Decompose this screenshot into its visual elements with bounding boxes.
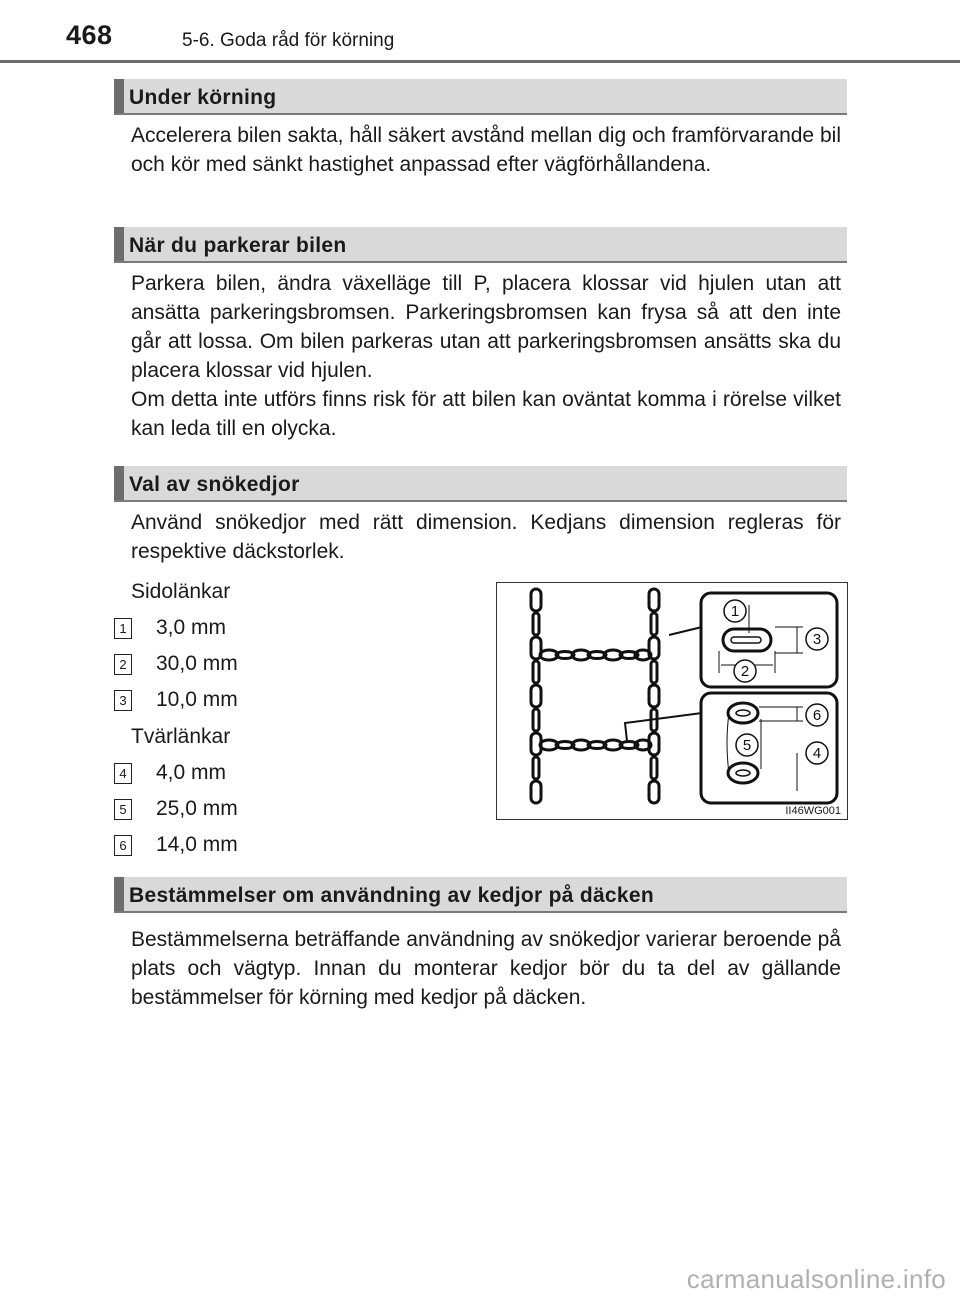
- chain-links-left: [531, 589, 541, 803]
- callout-5: 5: [742, 737, 752, 754]
- pointer-line: [669, 627, 702, 635]
- spec-value: 3,0 mm: [156, 616, 227, 639]
- section-marker: [114, 877, 124, 911]
- section-body-regulations: [131, 925, 841, 1012]
- callout-number: 1: [114, 618, 132, 639]
- callout-number: 4: [114, 763, 132, 784]
- spec-value: 25,0 mm: [156, 797, 238, 820]
- callout-3: 3: [812, 631, 822, 648]
- callout-number: 6: [114, 835, 132, 856]
- top-rule: [0, 60, 960, 63]
- side-links-label: Sidolänkar: [131, 580, 231, 603]
- section-title: Val av snökedjor: [129, 473, 300, 496]
- spec-value: 10,0 mm: [156, 688, 238, 711]
- paragraph: Parkera bilen, ändra växelläge till P, placera klossar vid hjulen utan att ansätta parkeringsbromsen. Parkeringsbromsen kan frysa så att den inte går att lossa. Om bilen parkeras utan att parkeringsbromsen ansätts ska du placera klossar vid hjulen.: [131, 272, 841, 382]
- cross-links-label: Tvärlänkar: [131, 725, 231, 748]
- section-marker: [114, 466, 124, 500]
- spec-value: 14,0 mm: [156, 833, 238, 856]
- spec-value: 4,0 mm: [156, 761, 227, 784]
- callout-number: 3: [114, 690, 132, 711]
- section-title: Under körning: [129, 86, 277, 109]
- callout-number: 5: [114, 799, 132, 820]
- section-body-snow-chains: [131, 508, 841, 566]
- figure-code: II46WG001: [785, 805, 841, 817]
- section-header-regulations: [114, 877, 847, 913]
- callout-1: 1: [730, 603, 740, 620]
- paragraph: Använd snökedjor med rätt dimension. Kedjans dimension regleras för respektive däckstorlek.: [131, 511, 841, 563]
- section-marker: [114, 227, 124, 261]
- callout-6: 6: [812, 707, 822, 724]
- watermark: carmanualsonline.info: [686, 1264, 946, 1294]
- chain-links-right: [649, 589, 659, 803]
- callout-4: 4: [812, 745, 822, 762]
- section-title: När du parkerar bilen: [129, 234, 347, 257]
- section-header-driving: [114, 79, 847, 115]
- cross-chain-bottom: [540, 740, 651, 750]
- snow-chain-illustration: [497, 583, 847, 819]
- paragraph: Om detta inte utförs finns risk för att bilen kan oväntat komma i rörelse vilket kan leda till en olycka.: [131, 388, 841, 440]
- callout-number: 2: [114, 654, 132, 675]
- paragraph: Bestämmelserna beträffande användning av snökedjor varierar beroende på plats och vägtyp. Innan du monterar kedjor bör du ta del av gällande bestämmelser för körning med kedjor på däcken.: [131, 928, 841, 1009]
- cross-chain-top: [540, 650, 651, 660]
- spec-value: 30,0 mm: [156, 652, 238, 675]
- paragraph: Accelerera bilen sakta, håll säkert avstånd mellan dig och framförvarande bil och kör med sänkt hastighet anpassad efter vägförhållandena.: [131, 124, 841, 176]
- section-marker: [114, 79, 124, 113]
- chapter-title: 5-6. Goda råd för körning: [182, 30, 395, 51]
- snow-chain-diagram: [496, 582, 848, 820]
- section-body-driving: [131, 121, 841, 179]
- pointer-line: [625, 713, 702, 741]
- section-header-parking: [114, 227, 847, 263]
- callout-2: 2: [740, 663, 750, 680]
- page-number: 468: [66, 20, 113, 50]
- section-header-snow-chains: [114, 466, 847, 502]
- section-title: Bestämmelser om användning av kedjor på däcken: [129, 884, 654, 907]
- section-body-parking: [131, 269, 841, 443]
